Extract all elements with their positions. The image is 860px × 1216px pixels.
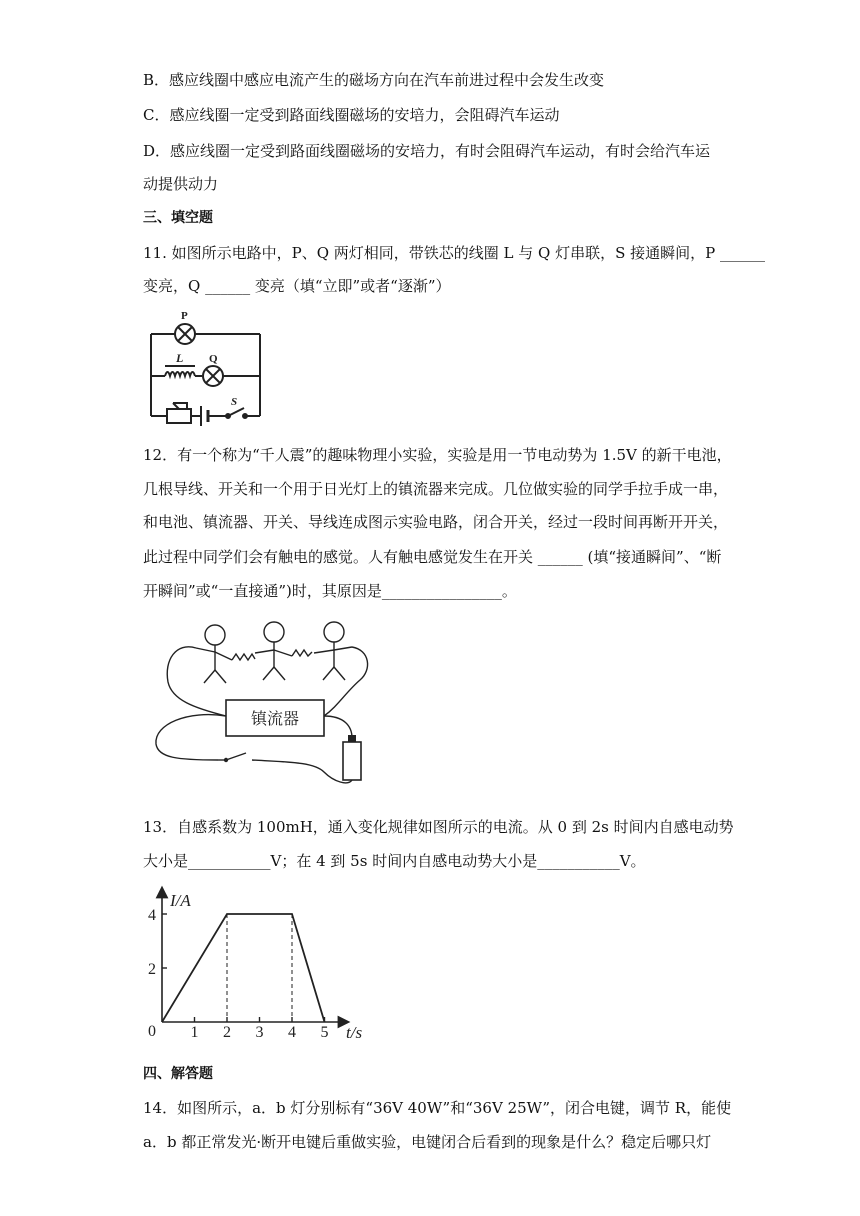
x-tick-label: 1: [190, 1024, 199, 1041]
section-heading-answer: 四、解答题: [143, 1066, 213, 1082]
y-tick-label: 4: [148, 907, 156, 924]
battery-icon: [201, 406, 208, 426]
student-figure-icon: [196, 625, 232, 683]
dry-cell-battery-icon: [343, 735, 361, 780]
label-s: S: [231, 396, 238, 408]
label-q: Q: [209, 353, 218, 365]
label-p: P: [181, 310, 188, 322]
option-d-line1: D．感应线圈一定受到路面线圈磁场的安培力，有时会阻碍汽车运动，有时会给汽车运: [143, 142, 711, 160]
option-d-line2: 动提供动力: [143, 175, 219, 193]
section-heading-fill-in: 三、填空题: [143, 210, 213, 226]
lamp-p-icon: [175, 324, 195, 344]
student-figure-icon: [255, 622, 292, 680]
q11-line2: 变亮，Q ______ 变亮（填“立即”或者“逐渐”）: [143, 277, 451, 295]
fig11-circuit-diagram: [143, 306, 268, 430]
q14-line1: 14．如图所示，a．b 灯分别标有“36V 40W”和“36V 25W”，闭合电键，调节 R，能使: [143, 1099, 732, 1117]
student-figure-icon: [314, 622, 352, 680]
q12-line5: 开瞬间”或“一直接通”)时，其原因是________________。: [143, 582, 517, 600]
current-series-line: [162, 914, 325, 1022]
x-tick-label: 5: [320, 1024, 329, 1041]
label-l: L: [176, 351, 184, 365]
inductor-coil-icon: [165, 366, 195, 376]
rheostat-icon: [167, 403, 191, 423]
q12-line3: 和电池、镇流器、开关、导线连成图示实验电路，闭合开关，经过一段时间再断开开关，: [143, 513, 729, 531]
switch-s-icon: [226, 408, 247, 418]
x-axis-label: t/s: [346, 1023, 363, 1042]
y-tick-label: 2: [148, 961, 156, 978]
lamp-q-icon: [203, 366, 223, 386]
option-b: B．感应线圈中感应电流产生的磁场方向在汽车前进过程中会发生改变: [143, 71, 605, 89]
x-tick-label: 3: [255, 1024, 264, 1041]
ballast-label: 镇流器: [250, 711, 300, 728]
option-c: C．感应线圈一定受到路面线圈磁场的安培力，会阻碍汽车运动: [143, 106, 560, 124]
fig12-shock-experiment-diagram: [148, 620, 373, 788]
q13-line2: 大小是___________V；在 4 到 5s 时间内自感电动势大小是___________V。: [143, 852, 646, 870]
q14-line2: a．b 都正常发光·断开电键后重做实验，电键闭合后看到的现象是什么？稳定后哪只灯: [143, 1133, 712, 1151]
switch-pivot-icon: [224, 758, 228, 762]
x-tick-label: 2: [223, 1024, 231, 1041]
origin-label: 0: [148, 1023, 156, 1040]
q13-line1: 13．自感系数为 100mH，通入变化规律如图所示的电流。从 0 到 2s 时间内自感电动势: [143, 818, 734, 836]
q11-line1: 11. 如图所示电路中，P、Q 两灯相同，带铁芯的线圈 L 与 Q 灯串联，S 接通瞬间，P ______: [143, 244, 766, 262]
q12-line1: 12．有一个称为“千人震”的趣味物理小实验，实验是用一节电动势为 1.5V 的新干电池，: [143, 446, 732, 464]
x-tick-label: 4: [288, 1024, 296, 1041]
fig13-current-time-chart: [140, 882, 372, 1050]
y-axis-label: I/A: [170, 891, 191, 910]
q12-line4: 此过程中同学们会有触电的感觉。人有触电感觉发生在开关 ______ (填“接通瞬间”、“断: [143, 548, 722, 566]
q12-line2: 几根导线、开关和一个用于日光灯上的镇流器来完成。几位做实验的同学手拉手成一串，: [143, 480, 729, 498]
